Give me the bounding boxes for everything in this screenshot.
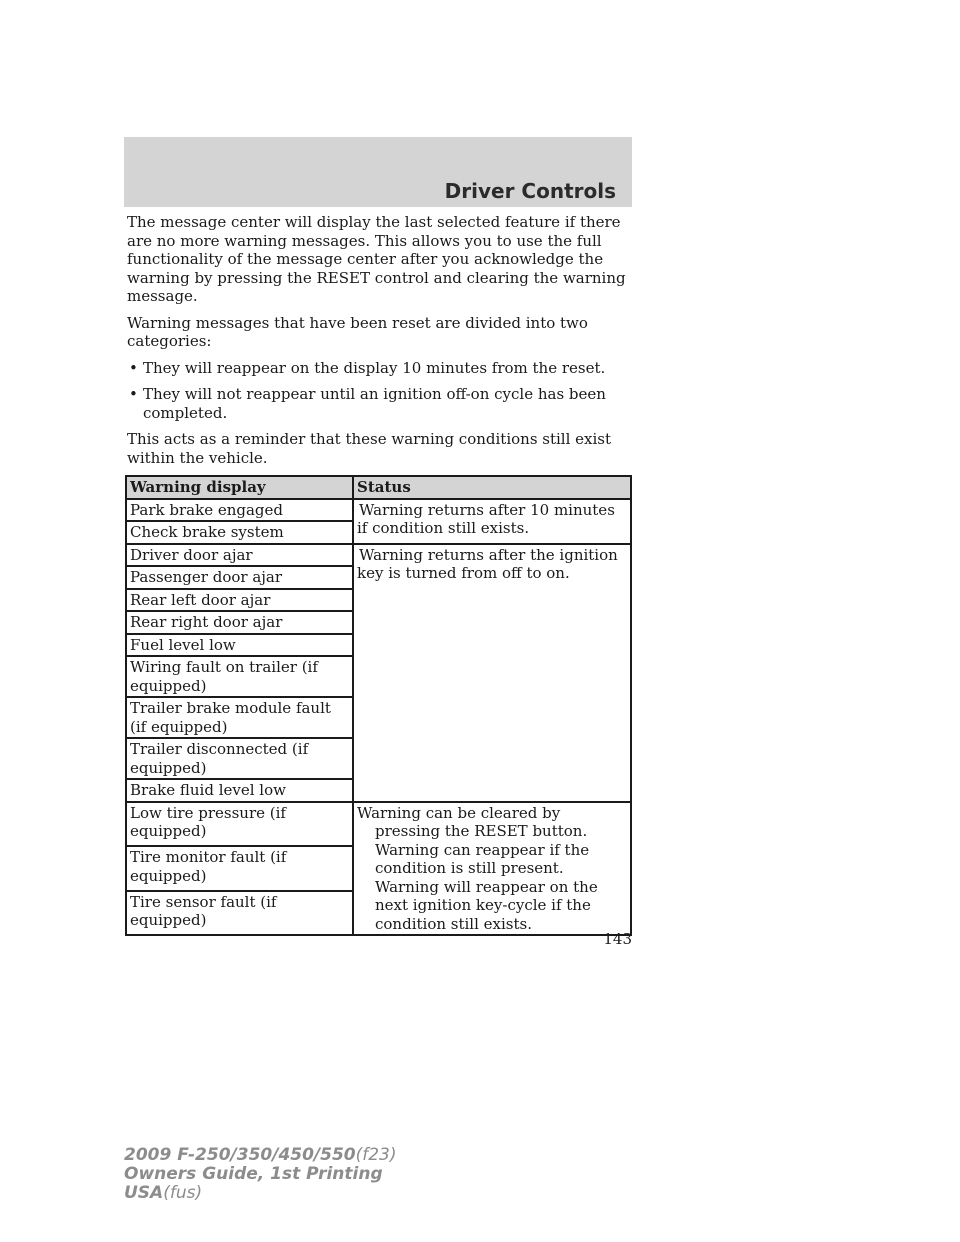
warning-cell: Tire monitor fault (if equipped) [126,846,353,891]
print-footer [124,1146,397,1203]
warning-cell: Fuel level low [126,634,353,657]
bullet-icon: • [129,358,138,377]
warning-cell: Low tire pressure (if equipped) [126,802,353,847]
intro-paragraph: The message center will display the last selected feature if there are no more warning messages. This allows you to use the full functionality of the message center after you acknowledge the warning by pressing the RESET control and clearing the warning message. [127,213,626,305]
warning-cell: Rear left door ajar [126,589,353,612]
column-header-warning-display: Warning display [126,476,353,499]
list-item-text: They will not reappear until an ignition off-on cycle has been completed. [143,385,606,422]
status-text: Warning returns after 10 minutes if condition still exists. [357,500,615,537]
warning-cell: Brake fluid level low [126,779,353,802]
footer-printing: Owners Guide, 1st Printing [124,1164,383,1184]
status-cell [353,499,631,544]
column-header-status: Status [353,476,631,499]
warning-cell: Wiring fault on trailer (if equipped) [126,656,353,697]
table-row [126,544,631,567]
warning-cell: Trailer brake module fault (if equipped) [126,697,353,738]
footer-region-code: (fus) [163,1183,203,1203]
warning-cell: Passenger door ajar [126,566,353,589]
category-list [127,359,632,423]
warning-cell: Trailer disconnected (if equipped) [126,738,353,779]
list-item [127,359,632,378]
categories-paragraph: Warning messages that have been reset are divided into two categories: [127,313,588,350]
warning-cell: Check brake system [126,521,353,544]
page-content [127,213,632,936]
footer-region: USA [124,1183,164,1203]
table-row [126,499,631,522]
section-title: Driver Controls [444,179,616,203]
bullet-icon: • [129,385,138,403]
status-text: Warning returns after the ignition key is turned from off to on. [357,545,618,582]
warning-cell: Tire sensor fault (if equipped) [126,891,353,936]
warning-cell: Park brake engaged [126,499,353,522]
warning-table [125,475,632,936]
warning-cell: Rear right door ajar [126,611,353,634]
footer-line [124,1146,397,1165]
list-item [127,385,632,422]
table-row [126,802,631,847]
page-number: 143 [603,930,632,948]
footer-model: 2009 F-250/350/450/550 [124,1145,356,1165]
status-cell [353,802,631,936]
warning-cell: Driver door ajar [126,544,353,567]
table-header-row [126,476,631,499]
reminder-paragraph: This acts as a reminder that these warning conditions still exist within the vehicle. [127,430,612,467]
footer-model-code: (f23) [355,1145,397,1165]
status-cell [353,544,631,802]
footer-line [124,1184,397,1203]
section-header [124,137,632,207]
status-text: Warning can be cleared by pressing the RESET button. Warning can reappear if the condition is still present. Warning will reappear on the next ignition key-cycle if the condition still exists. [357,803,598,933]
list-item-text: They will reappear on the display 10 minutes from the reset. [143,358,606,377]
